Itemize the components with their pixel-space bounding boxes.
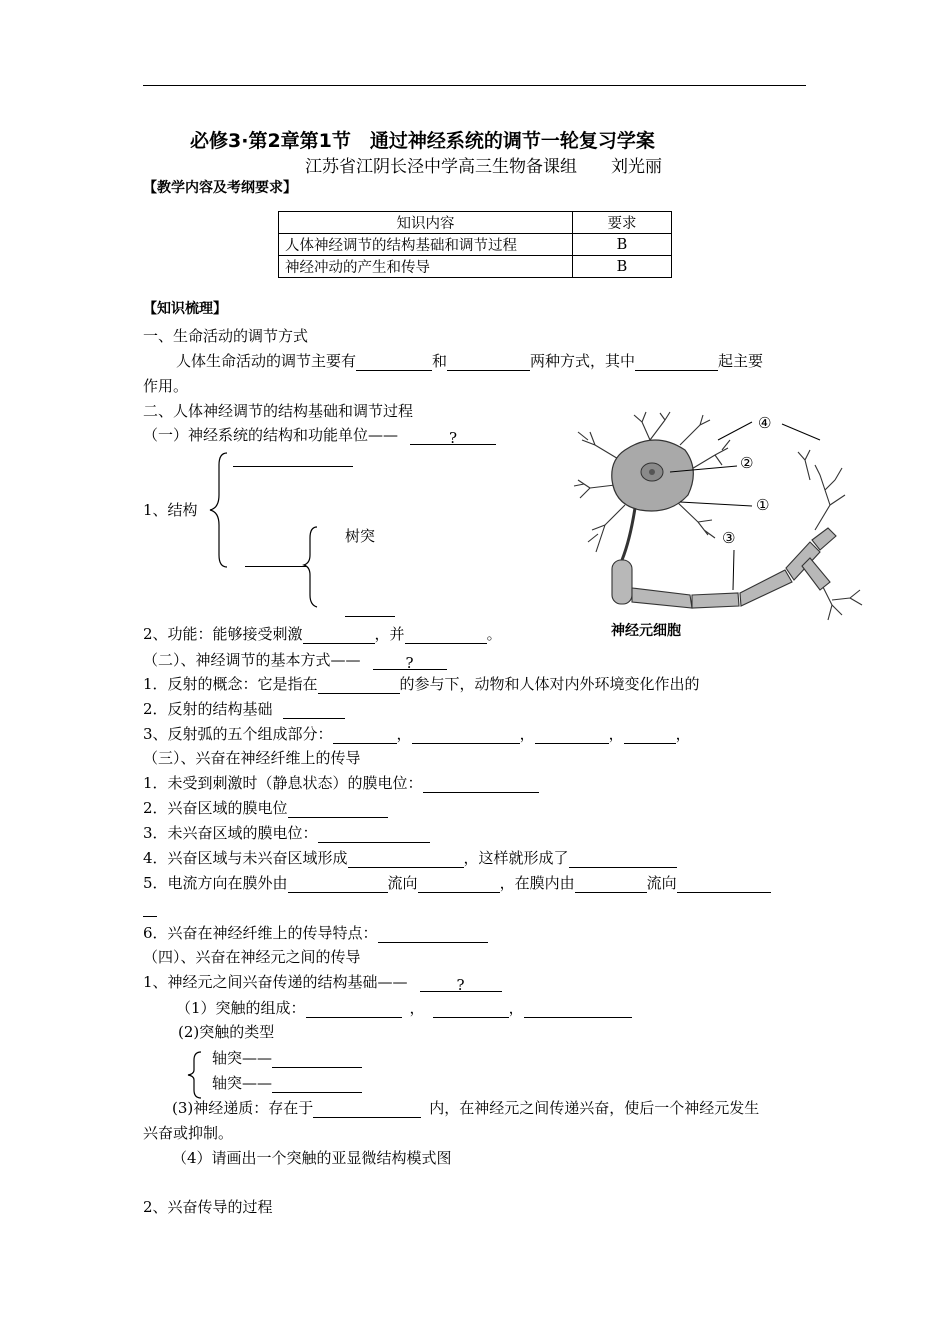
synapse-composition: [176, 998, 632, 1018]
synapse-type-2: [212, 1073, 362, 1093]
answer-blank[interactable]: [303, 627, 375, 644]
answer-blank[interactable]: [410, 428, 496, 445]
answer-blank[interactable]: [288, 801, 388, 818]
text: （1）突触的组成：: [176, 999, 306, 1017]
answer-blank[interactable]: [418, 876, 500, 893]
answer-blank[interactable]: [283, 702, 345, 719]
text: ，这样就形成了: [463, 849, 569, 867]
text: ，并: [374, 625, 405, 643]
header-rule: [143, 85, 806, 86]
question-mark: ?: [405, 654, 414, 672]
answer-blank[interactable]: [318, 826, 430, 843]
answer-blank[interactable]: [524, 1001, 632, 1018]
text: 1、神经元之间兴奋传递的结构基础——: [143, 973, 408, 991]
text: 3、反射弧的五个组成部分：: [143, 725, 333, 743]
table-header: 要求: [573, 212, 672, 234]
s4-line-1: [143, 972, 502, 992]
text: 流向: [646, 874, 677, 892]
text: 轴突——: [212, 1074, 273, 1092]
text: 3．未兴奋区域的膜电位：: [143, 824, 318, 842]
section-1-paragraph-end: 作用。: [143, 377, 189, 395]
answer-blank[interactable]: [373, 653, 447, 670]
text: 2．反射的结构基础: [143, 700, 273, 718]
answer-blank[interactable]: [405, 627, 487, 644]
subsection-4-title: （四）、兴奋在神经元之间的传导: [143, 948, 361, 966]
figure-caption: 神经元细胞: [611, 623, 681, 639]
answer-blank[interactable]: [348, 851, 464, 868]
answer-blank[interactable]: [245, 566, 307, 567]
teaching-header: 【教学内容及考纲要求】: [143, 180, 297, 196]
answer-blank[interactable]: [233, 466, 353, 467]
answer-blank[interactable]: [143, 916, 157, 917]
text: 2．兴奋区域的膜电位: [143, 799, 288, 817]
text: ，: [409, 999, 425, 1017]
neuron-label: ③: [722, 529, 736, 547]
table-header-row: [279, 212, 672, 234]
text: 流向: [387, 874, 418, 892]
reflex-concept: [143, 674, 700, 694]
text: (3)神经递质：存在于: [172, 1099, 314, 1117]
text: 起主要: [718, 352, 764, 370]
text: 人体生命活动的调节主要有: [176, 352, 357, 370]
answer-blank[interactable]: [635, 354, 718, 371]
text: 1．未受到刺激时（静息状态）的膜电位：: [143, 774, 423, 792]
s3-line-3: [143, 823, 430, 843]
s3-line-1: [143, 773, 539, 793]
neurotransmitter-line: [172, 1098, 759, 1118]
section-2-title: 二、人体神经调节的结构基础和调节过程: [143, 402, 414, 420]
table-cell: 人体神经调节的结构基础和调节过程: [279, 234, 573, 256]
answer-blank[interactable]: [447, 354, 530, 371]
s4-line-2: 2、兴奋传导的过程: [143, 1198, 273, 1216]
table-cell: B: [573, 234, 672, 256]
answer-blank[interactable]: [423, 776, 539, 793]
reflex-arc-parts: [143, 724, 691, 744]
section-1-title: 一、生命活动的调节方式: [143, 327, 309, 345]
answer-blank[interactable]: [420, 975, 502, 992]
structure-label: 1、结构: [143, 501, 198, 519]
answer-blank[interactable]: [356, 354, 432, 371]
answer-blank[interactable]: [306, 1001, 402, 1018]
knowledge-header: 【知识梳理】: [143, 301, 227, 317]
section-1-paragraph: [176, 351, 763, 371]
text: 内，在神经元之间传递兴奋，使后一个神经元发生: [429, 1099, 760, 1117]
text: ，: [608, 725, 624, 743]
text: 4．兴奋区域与未兴奋区域形成: [143, 849, 348, 867]
text: 。: [486, 625, 502, 643]
text: 两种方式，其中: [530, 352, 636, 370]
neuron-label: ②: [740, 454, 754, 472]
s3-line-4: [143, 848, 677, 868]
answer-blank[interactable]: [569, 851, 677, 868]
reflex-structure: [143, 699, 345, 719]
text: 6．兴奋在神经纤维上的传导特点：: [143, 924, 378, 942]
answer-blank[interactable]: [433, 1001, 509, 1018]
answer-blank[interactable]: [378, 926, 488, 943]
neuron-label: ④: [758, 414, 772, 432]
text: 5．电流方向在膜外由: [143, 874, 288, 892]
text: ，: [519, 725, 535, 743]
text: ，在膜内由: [499, 874, 575, 892]
synapse-types: (2)突触的类型: [178, 1023, 275, 1041]
text: （二）、神经调节的基本方式——: [143, 651, 361, 669]
neuron-label: ①: [756, 496, 770, 514]
text: （一）神经系统的结构和功能单位——: [143, 426, 399, 444]
text: 轴突——: [212, 1049, 273, 1067]
page-subtitle: 江苏省江阴长泾中学高三生物备课组 刘光丽: [305, 157, 662, 177]
subsection-2-2: [143, 650, 447, 670]
table-cell: B: [573, 256, 672, 278]
neuron-figure: [570, 410, 870, 640]
table-cell: 神经冲动的产生和传导: [279, 256, 573, 278]
text: ，: [675, 725, 691, 743]
requirements-table: [278, 211, 672, 278]
table-row: [279, 234, 672, 256]
text: 和: [432, 352, 448, 370]
s3-line-2: [143, 798, 388, 818]
answer-blank[interactable]: [412, 727, 520, 744]
synapse-type-1: [212, 1048, 362, 1068]
answer-blank[interactable]: [333, 727, 397, 744]
answer-blank[interactable]: [318, 677, 400, 694]
types-brace: [185, 1050, 205, 1100]
text: 的参与下，动物和人体对内外环境变化作出的: [399, 675, 700, 693]
answer-blank[interactable]: [535, 727, 609, 744]
answer-blank[interactable]: [624, 727, 676, 744]
dendrite-label: 树突: [345, 527, 376, 545]
draw-synapse-prompt: （4）请画出一个突触的亚显微结构模式图: [172, 1149, 452, 1167]
question-mark: ?: [448, 429, 458, 447]
answer-blank[interactable]: [272, 1051, 362, 1068]
answer-blank[interactable]: [272, 1076, 362, 1093]
text: 2、功能：能够接受刺激: [143, 625, 303, 643]
subsection-3-title: （三）、兴奋在神经纤维上的传导: [143, 749, 361, 767]
answer-blank[interactable]: [345, 616, 395, 617]
answer-blank[interactable]: [677, 876, 771, 893]
function-line: [143, 624, 502, 644]
question-mark: ?: [456, 976, 465, 994]
text: ，: [508, 999, 524, 1017]
text: 1．反射的概念：它是指在: [143, 675, 318, 693]
answer-blank[interactable]: [575, 876, 647, 893]
table-row: [279, 256, 672, 278]
answer-blank[interactable]: [288, 876, 388, 893]
answer-blank[interactable]: [313, 1101, 421, 1118]
s3-line-6: [143, 923, 488, 943]
table-header: 知识内容: [279, 212, 573, 234]
page-title: 必修3·第2章第1节 通过神经系统的调节一轮复习学案: [190, 130, 655, 152]
subsection-2-1: [143, 425, 496, 445]
text: ，: [396, 725, 412, 743]
s3-line-5: [143, 873, 771, 893]
neurotransmitter-line-end: 兴奋或抑制。: [143, 1124, 234, 1142]
